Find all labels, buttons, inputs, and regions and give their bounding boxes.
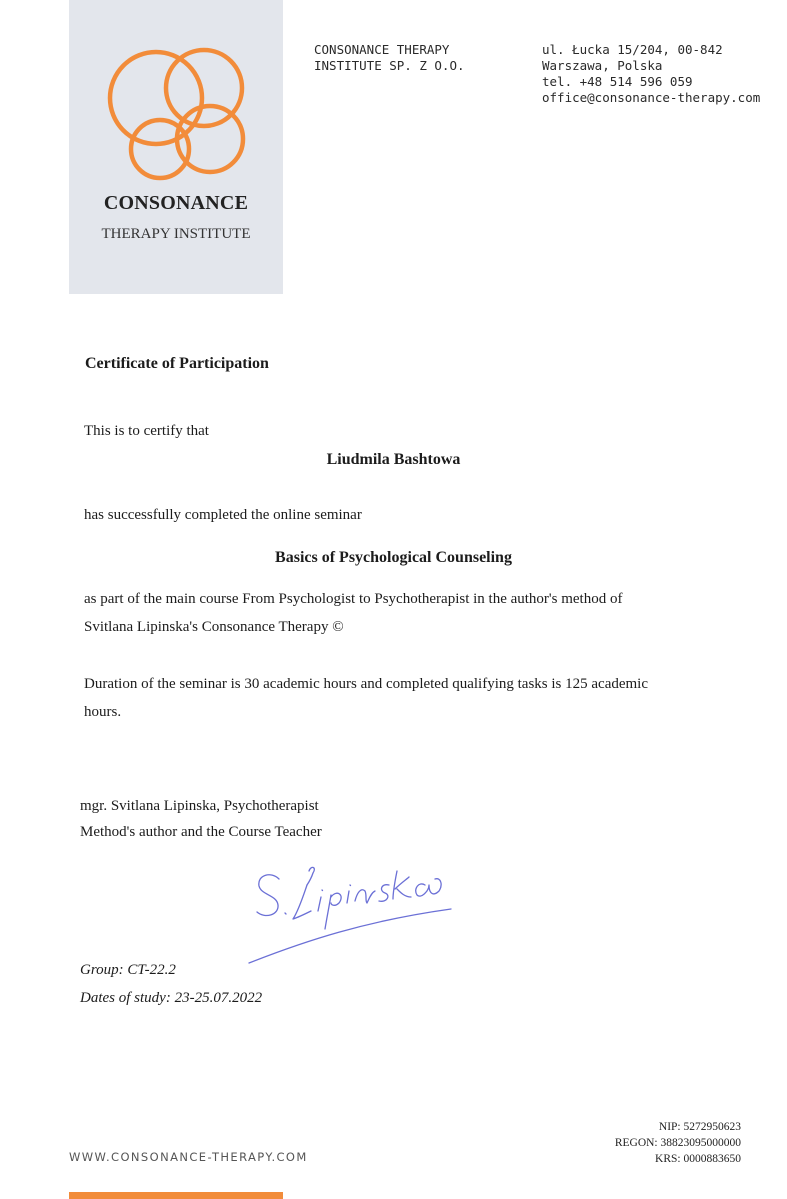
address-line-1: ul. Łucka 15/204, 00-842 <box>542 42 723 57</box>
email-address: office@consonance-therapy.com <box>542 90 761 105</box>
study-dates: Dates of study: 23-25.07.2022 <box>80 990 263 1006</box>
course-line-1: as part of the main course From Psychologist to Psychotherapist in the author's method of <box>84 591 623 607</box>
duration-line-1: Duration of the seminar is 30 academic hours and completed qualifying tasks is 125 academic <box>84 676 649 692</box>
krs-number: KRS: 0000883650 <box>655 1153 741 1165</box>
registration-ids <box>615 1119 741 1167</box>
signatory-role: Method's author and the Course Teacher <box>80 824 322 840</box>
company-name <box>314 42 524 74</box>
company-line-2: INSTITUTE SP. Z O.O. <box>314 58 465 73</box>
accent-bar <box>69 1192 283 1199</box>
group-info: Group: CT-22.2 <box>80 962 176 978</box>
certificate-title: Certificate of Participation <box>85 355 269 372</box>
phone-number: tel. +48 514 596 059 <box>542 74 693 89</box>
seminar-title: Basics of Psychological Counseling <box>275 549 512 566</box>
signatory-name: mgr. Svitlana Lipinska, Psychotherapist <box>80 798 319 814</box>
duration-description <box>84 670 648 726</box>
logo-subtitle: THERAPY INSTITUTE <box>101 226 251 242</box>
completed-text: has successfully completed the online seminar <box>84 507 362 523</box>
logo-panel <box>69 0 283 294</box>
handwritten-signature <box>245 855 455 970</box>
address-line-2: Warszawa, Polska <box>542 58 663 73</box>
company-line-1: CONSONANCE THERAPY <box>314 42 450 57</box>
regon-number: REGON: 38823095000000 <box>614 1137 741 1149</box>
website-link[interactable]: WWW.CONSONANCE-THERAPY.COM <box>69 1150 308 1164</box>
participant-name: Liudmila Bashtowa <box>326 451 461 468</box>
signatory-block <box>80 793 322 845</box>
course-description <box>84 585 622 641</box>
certify-text: This is to certify that <box>84 423 209 439</box>
four-overlapping-circles-icon <box>103 40 249 186</box>
logo-name: CONSONANCE <box>103 192 249 214</box>
duration-line-2: hours. <box>84 704 122 720</box>
contact-block <box>542 42 782 106</box>
course-line-2: Svitlana Lipinska's Consonance Therapy © <box>84 619 344 635</box>
nip-number: NIP: 5272950623 <box>658 1121 741 1133</box>
